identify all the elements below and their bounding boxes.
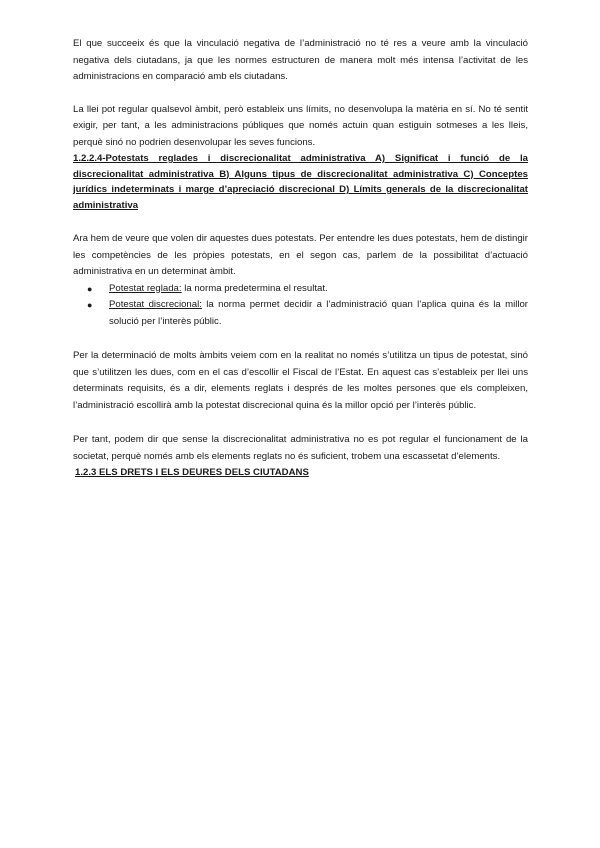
section-title-drets-deures: 1.2.3 ELS DRETS I ELS DEURES DELS CIUTADANS bbox=[75, 467, 309, 478]
bullet-icon: ● bbox=[87, 300, 93, 310]
section-heading-potestats: 1.2.2.4-Potestats reglades i discrecionalitat administrativa A) Significat i funció de la discrecionalitat administrativa B) Alguns tipus de discrecionalitat administrativa C) Conceptes jurídics indeterminats i marge d’apreciació discrecional D) Límits generals de la discrecionalitat administrativa bbox=[73, 153, 528, 211]
definition-potestat-reglada: la norma predetermina el resultat. bbox=[181, 282, 328, 294]
paragraph-conclusion: Per tant, podem dir que sense la discrecionalitat administrativa no es pot regular el funcionament de la societat, perquè només amb els elements reglats no és suficient, trobem una escassetat d’elements. bbox=[73, 434, 528, 462]
definition-potestat-discrecional: la norma permet decidir a l’administració quan l’aplica quina és la millor solució per l’interès públic. bbox=[109, 299, 529, 327]
list-item-potestat-discrecional bbox=[73, 297, 528, 330]
term-potestat-discrecional: Potestat discrecional: bbox=[109, 299, 202, 310]
bullet-icon: ● bbox=[87, 283, 93, 294]
paragraph-mixed-powers: Per la determinació de molts àmbits veiem com en la realitat no només s’utilitza un tipus de potestat, sinó que s’utilitzen les dues, com en el cas d’escollir el Fiscal de l’Estat. En aquest cas s’estableix per llei uns determinats requisits, és a dir, elements reglats i després de les moltes persones que els compleixen, l’administració escollirà amb la potestat discrecional quina és la millor opció per l’interès públic. bbox=[73, 350, 528, 411]
paragraph-two-powers: Ara hem de veure que volen dir aquestes dues potestats. Per entendre les dues potestats, hem de distingir les competències de les pròpies potestats, en el segon cas, parlem de la possibilitat d’actuació administrativa en un determinat àmbit. bbox=[73, 233, 528, 277]
powers-list bbox=[73, 281, 528, 331]
paragraph-law-limits: La llei pot regular qualsevol àmbit, però estableix uns límits, no desenvolupa la matèria en sí. No té sentit exigir, per tant, a les administracions públiques que només actuin quan estiguin sotmeses a les lleis, perquè sinó no podrien desenvolupar les seves funcions. bbox=[73, 103, 528, 148]
term-potestat-reglada: Potestat reglada: bbox=[109, 282, 182, 294]
paragraph-negative-binding: El que succeeix és que la vinculació negativa de l’administració no té res a veure amb la vinculació negativa dels ciutadans, ja que les normes estructuren de manera molt més intensa l’activitat de les administracions en comparació amb els ciutadans. bbox=[73, 38, 528, 82]
document-page bbox=[73, 36, 528, 482]
list-item-potestat-reglada bbox=[73, 281, 528, 298]
